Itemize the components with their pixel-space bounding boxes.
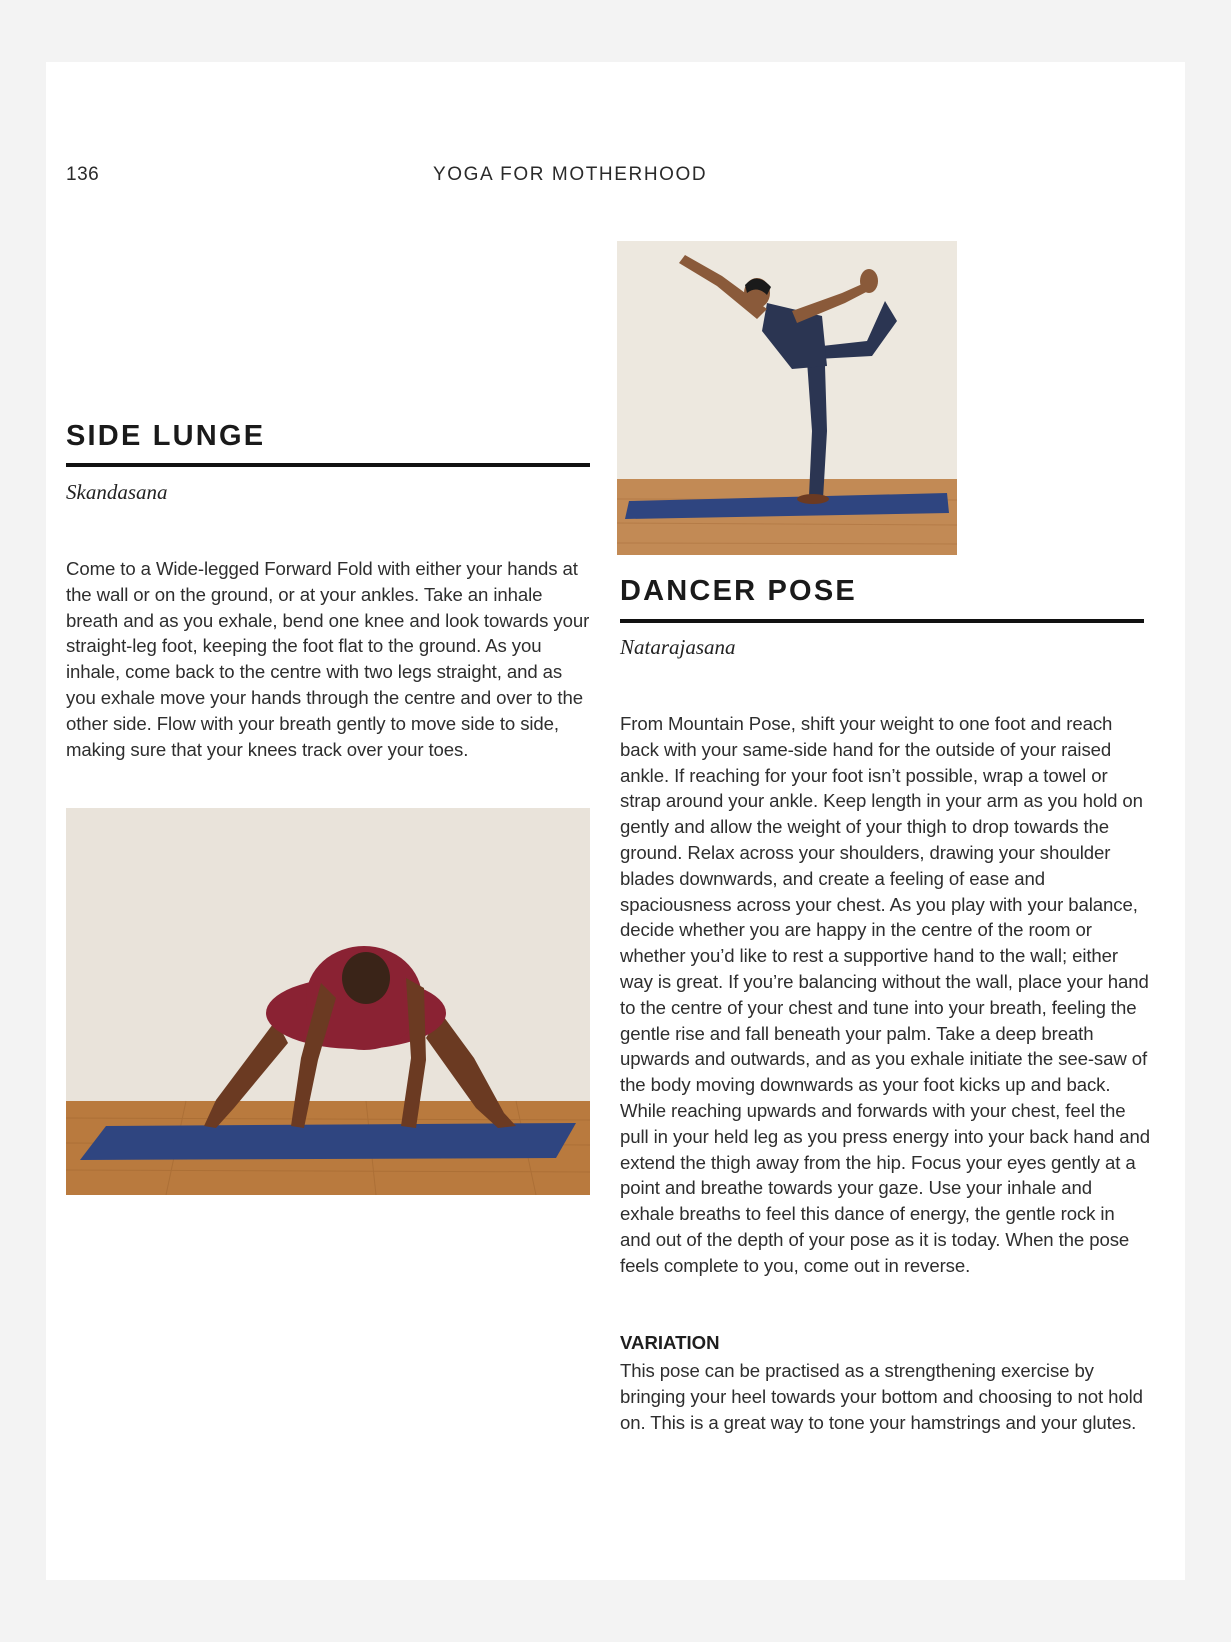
side-lunge-instructions: Come to a Wide-legged Forward Fold with either your hands at the wall or on the ground, or at your ankles. Take an inhale breath and as you exhale, bend one knee and look towards your straight-leg foot, keeping the foot flat to the ground. As you inhale, come back to the centre with two legs straight, and as you exhale move your hands through the centre and over to the other side. Flow with your breath gently to move side to side, making sure that your knees track over your toes.: [66, 558, 590, 760]
running-head: YOGA FOR MOTHERHOOD: [433, 164, 708, 185]
dancer-pose-rule: [620, 619, 1144, 623]
side-lunge-title: SIDE LUNGE: [66, 420, 266, 452]
variation-heading: VARIATION: [620, 1332, 720, 1353]
side-lunge-photo: [66, 808, 590, 1195]
dancer-pose-title: DANCER POSE: [620, 575, 857, 607]
variation-text: This pose can be practised as a strengthening exercise by bringing your heel towards your bottom and choosing to not hold on. This is a great way to tone your hamstrings and your glutes.: [620, 1360, 1143, 1433]
side-lunge-sanskrit: Skandasana: [66, 480, 168, 504]
dancer-pose-photo: [617, 241, 957, 555]
dancer-pose-sanskrit: Natarajasana: [620, 635, 736, 659]
book-page: [46, 62, 1185, 1580]
page-number: 136: [66, 164, 100, 185]
side-lunge-rule: [66, 463, 590, 467]
dancer-pose-instructions: From Mountain Pose, shift your weight to one foot and reach back with your same-side hand for the outside of your raised ankle. If reaching for your foot isn’t possible, wrap a towel or strap around your ankle. Keep length in your arm as you hold on gently and allow the weight of your thigh to drop towards the ground. Relax across your shoulders, drawing your shoulder blades downwards, and create a feeling of ease and spaciousness across your chest. As you play with your balance, decide whether you are happy in the centre of the room or whether you’d like to rest a supportive hand to the wall; either way is great. If you’re balancing without the wall, place your hand to the centre of your chest and tune into your breath, feeling the gentle rise and fall beneath your palm. Take a deep breath upwards and outwards, and as you exhale initiate the see-saw of the body moving downwards as your foot kicks up and back. While reaching upwards and forwards with your chest, feel the pull in your held leg as you press energy into your back hand and extend the thigh away from the hip. Focus your eyes gently at a point and breathe towards your gaze. Use your inhale and exhale breaths to feel this dance of energy, the gentle rock in and out of the depth of your pose as it is today. When the pose feels complete to you, come out in reverse.: [620, 713, 1150, 1276]
